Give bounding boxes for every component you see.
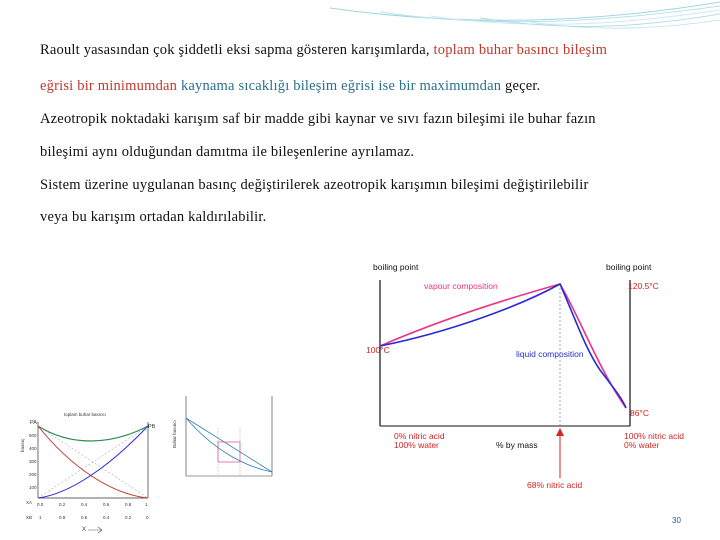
thumb1-xtick-b: 0.8 [59,515,66,520]
thumb1-xtick: 0.8 [125,502,132,507]
thumb1-ytick: 500 [29,433,37,438]
decorative-header-swoosh [0,0,720,40]
thumb1-pb: PB [148,424,156,430]
thumb1-ytick: 200 [29,472,37,477]
vapour-curve [380,284,626,408]
thumb1-xb: XB [26,515,33,520]
paragraph-line-1 [40,42,607,59]
thumb1-pa: PA [30,420,37,426]
left-composition-line2: 100% water [394,440,439,450]
vapor-pressure-plot [20,386,170,534]
pressure-composition-thumbnail [172,388,280,492]
thumb1-xtick-b: 1 [39,515,42,520]
highlight-red-text: toplam buhar basıncı bileşim [433,42,608,58]
thumb1-ytick: 400 [29,446,37,451]
paragraph-line-4: bileşimi aynı olduğundan damıtma ile bileşenlerine ayrılamaz. [40,144,415,160]
paragraph-line-2 [40,78,540,95]
x-axis-label: % by mass [496,440,538,450]
boiling-point-right-label: boiling point [606,262,652,272]
thumb1-xtick: 1 [145,502,148,507]
thumb1-xtick-b: 0 [146,515,149,520]
highlight-red-text: eğrisi bir minimumdan [40,78,181,94]
azeotrope-label: 68% nitric acid [527,480,583,490]
thumb1-ytick: 100 [29,485,37,490]
liquid-composition-label: liquid composition [516,349,584,359]
thumb1-xtick: 0.0 [37,502,44,507]
thumb1-xtick: 0.2 [59,502,66,507]
thumb2-ylabel: Buhar basıncı [172,420,177,448]
text-segment: Raoult yasasından çok şiddetli eksi sapma gösteren karışımlarda, [40,42,434,58]
pressure-composition-plot [172,388,280,492]
vapor-pressure-thumbnail [20,386,170,534]
paragraph-line-3: Azeotropik noktadaki karışım saf bir madde gibi kaynar ve sıvı fazın bileşimi ile buhar fazın [40,111,596,127]
total-pressure-curve [38,426,148,441]
temp-min-label: 86°C [630,408,649,418]
thumb1-xtick-b: 0.2 [125,515,132,520]
temp-right-label: 120.5°C [628,281,659,291]
thumb1-ylabel: basınç [20,438,25,452]
thumb1-xtick-b: 0.6 [81,515,88,520]
highlight-teal-text: kaynama sıcaklığı bileşim eğrisi ise bir maximumdan [180,78,502,94]
thumb1-xtick: 0.6 [103,502,110,507]
liquid-curve [380,284,626,408]
paragraph-line-6: veya bu karışım ortadan kaldırılabilir. [40,209,267,225]
right-composition-line1: 100% nitric acid [624,431,685,441]
line-upper [186,418,272,472]
paragraph-line-5: Sistem üzerine uygulanan basınç değiştirilerek azeotropik karışımın bileşimi değiştirilebilir [40,177,589,193]
thumb1-ytick: 300 [29,459,37,464]
thumb1-xtick-b: 0.4 [103,515,110,520]
thumb1-xa: XA [26,500,33,505]
x-arrow-icon [88,527,102,533]
azeotrope-arrowhead [556,428,564,436]
thumb1-x: X [82,527,87,533]
boiling-point-left-label: boiling point [373,262,419,272]
thumb1-xtick: 0.4 [81,502,88,507]
page-number: 30 [672,516,681,525]
temp-left-label: 100°C [366,345,390,355]
boiling-point-diagram [360,258,680,498]
right-composition-line2: 0% water [624,440,660,450]
text-segment: geçer. [501,78,541,94]
thumb1-title: toplam buhar basıncı [64,412,107,417]
left-composition-line1: 0% nitric acid [394,431,445,441]
vapour-composition-label: vapour composition [424,281,498,291]
